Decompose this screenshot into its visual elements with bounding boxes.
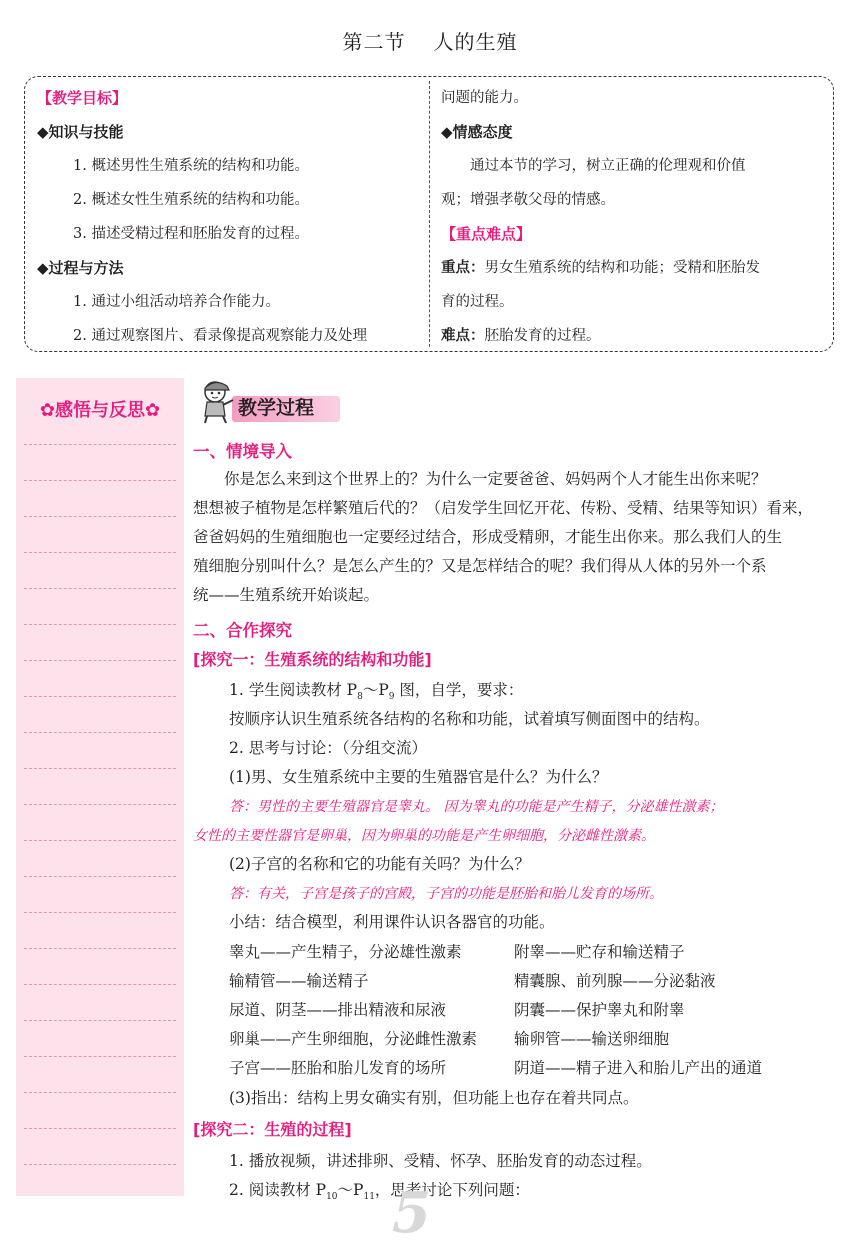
- organ-function-left: 输精管——输送精子: [229, 972, 369, 990]
- step2-text: ，思考讨论下列问题：: [374, 1181, 530, 1199]
- section1-line: 殖细胞分别叫什么？是怎么产生的？又是怎样结合的呢？我们得从人体的另外一个系: [193, 557, 767, 575]
- section1-line: 想想被子植物是怎样繁殖后代的？（启发学生回忆开花、传粉、受精、结果等知识）看来，: [193, 499, 814, 517]
- answer1-line2: 女性的主要性器官是卵巢，因为卵巢的功能是产生卵细胞，分泌雌性激素。: [193, 828, 655, 844]
- summary: 小结：结合模型，利用课件认识各器官的功能。: [229, 913, 555, 931]
- note-line: [24, 444, 176, 445]
- page-title: [0, 26, 860, 55]
- emotion-heading: ◆情感态度: [441, 123, 513, 141]
- page-subscript: 10: [326, 1192, 338, 1203]
- explore1-step1-detail: 按顺序认识生殖系统各结构的名称和功能，试着填写侧面图中的结构。: [229, 710, 710, 728]
- note-line: [24, 732, 176, 733]
- page-number: 5: [392, 1180, 431, 1246]
- question2: (2)子宫的名称和它的功能有关吗？为什么？: [229, 855, 530, 873]
- page-subscript: 11: [363, 1192, 375, 1203]
- note-line: [24, 696, 176, 697]
- knowledge-item: 1. 概述男性生殖系统的结构和功能。: [73, 158, 309, 174]
- process-item: 2. 通过观察图片、看录像提高观察能力及处理: [73, 328, 367, 344]
- organ-function-left: 卵巢——产生卵细胞，分泌雌性激素: [229, 1030, 478, 1048]
- note-line: [24, 804, 176, 805]
- organ-function-right: 输卵管——输送卵细胞: [514, 1030, 670, 1048]
- section1-heading: 一、情境导入: [193, 442, 292, 461]
- process-item: 1. 通过小组活动培养合作能力。: [73, 294, 280, 310]
- step2-text: ～P: [337, 1181, 364, 1199]
- answer1-line1: 答：男性的主要生殖器官是睾丸。 因为睾丸的功能是产生精子，分泌雄性激素；: [229, 799, 724, 815]
- reflection-sidebar: [16, 378, 184, 1196]
- process-title: 教学过程: [238, 397, 315, 419]
- explore2-step2: [229, 1178, 530, 1202]
- organ-function-right: 精囊腺、前列腺——分泌黏液: [514, 972, 716, 990]
- note-line: [24, 1164, 176, 1165]
- section1-line: 统——生殖系统开始谈起。: [193, 586, 380, 604]
- organ-function-right: 附睾——贮存和输送精子: [514, 943, 685, 961]
- key-point-line: [441, 251, 827, 285]
- knowledge-item: 2. 概述女性生殖系统的结构和功能。: [73, 192, 309, 208]
- objectives-box: [24, 76, 834, 352]
- explore2-step1: 1. 播放视频，讲述排卵、受精、怀孕、胚胎发育的动态过程。: [229, 1152, 652, 1170]
- objectives-right-column: [441, 81, 827, 353]
- process-heading: ◆过程与方法: [37, 259, 124, 277]
- step2-text: 2. 阅读教材 P: [229, 1181, 327, 1199]
- section2-heading: 二、合作探究: [193, 621, 292, 640]
- organ-function-right: 阴道——精子进入和胎儿产出的通道: [514, 1059, 763, 1077]
- emotion-text: 通过本节的学习，树立正确的伦理观和价值: [470, 158, 746, 174]
- note-line: [24, 1056, 176, 1057]
- note-line: [24, 1128, 176, 1129]
- column-divider: [429, 81, 430, 347]
- step1-text: 1. 学生阅读教材 P: [229, 681, 358, 699]
- objectives-header: 【教学目标】: [37, 89, 128, 107]
- section-title: 人的生殖: [433, 30, 518, 54]
- process-item-continuation: 问题的能力。: [441, 90, 528, 106]
- section1-line: 爸爸妈妈的生殖细胞也一定要经过结合，形成受精卵，才能生出你来。那么我们人的生: [193, 528, 783, 546]
- note-line: [24, 516, 176, 517]
- question1: (1)男、女生殖系统中主要的生殖器官是什么？为什么？: [229, 768, 608, 786]
- organ-function-right: 阴囊——保护睾丸和附睾: [514, 1001, 685, 1019]
- note-line: [24, 984, 176, 985]
- organ-function-left: 尿道、阴茎——排出精液和尿液: [229, 1001, 447, 1019]
- explore1-heading: [193, 647, 432, 670]
- key-point-text: 男女生殖系统的结构和功能；受精和胚胎发: [484, 260, 760, 276]
- organ-function-left: 睾丸——产生精子，分泌雄性激素: [229, 943, 462, 961]
- sidebar-title: ✿感悟与反思✿: [39, 400, 161, 421]
- page-subscript: 8: [357, 692, 363, 703]
- explore2-heading: [193, 1117, 352, 1140]
- emotion-text-cont: 观；增强孝敬父母的情感。: [441, 192, 615, 208]
- step1-text: ～P: [362, 681, 389, 699]
- key-point-label: 重点：: [441, 260, 485, 276]
- note-line: [24, 480, 176, 481]
- difficult-point-label: 难点：: [441, 328, 485, 344]
- note-line: [24, 912, 176, 913]
- explore1-label: [探究一：生殖系统的结构和功能]: [193, 650, 432, 669]
- knowledge-item: 3. 描述受精过程和胚胎发育的过程。: [73, 226, 309, 242]
- section1-text: [193, 465, 845, 610]
- knowledge-heading: ◆知识与技能: [37, 123, 124, 141]
- difficult-point-line: [441, 319, 827, 353]
- section-number: 第二节: [342, 30, 406, 54]
- note-line: [24, 768, 176, 769]
- note-line: [24, 1092, 176, 1093]
- note-line: [24, 552, 176, 553]
- explore1-step2: 2. 思考与讨论：（分组交流）: [229, 739, 427, 757]
- organ-function-left: 子宫——胚胎和胎儿发育的场所: [229, 1059, 447, 1077]
- note-line: [24, 1020, 176, 1021]
- note-line: [24, 588, 176, 589]
- explore2-label: [探究二：生殖的过程]: [193, 1120, 352, 1139]
- note-line: [24, 840, 176, 841]
- step1-text: 图，自学，要求：: [394, 681, 524, 699]
- page-subscript: 9: [388, 692, 395, 703]
- note-line: [24, 660, 176, 661]
- mascot-icon: [193, 378, 241, 424]
- point3: (3)指出：结构上男女确实有别，但功能上也存在着共同点。: [229, 1089, 639, 1107]
- answer2: 答：有关，子宫是孩子的宫殿，子宫的功能是胚胎和胎儿发育的场所。: [229, 886, 663, 902]
- section1-line: 你是怎么来到这个世界上的？为什么一定要爸爸、妈妈两个人才能生出你来呢？: [224, 470, 767, 488]
- explore1-step1: [229, 678, 523, 702]
- key-point-cont: 育的过程。: [441, 294, 514, 310]
- note-line: [24, 624, 176, 625]
- note-line: [24, 876, 176, 877]
- objectives-left-column: [37, 81, 425, 353]
- key-points-header: 【重点难点】: [441, 225, 532, 243]
- note-line: [24, 948, 176, 949]
- difficult-point-text: 胚胎发育的过程。: [484, 328, 601, 344]
